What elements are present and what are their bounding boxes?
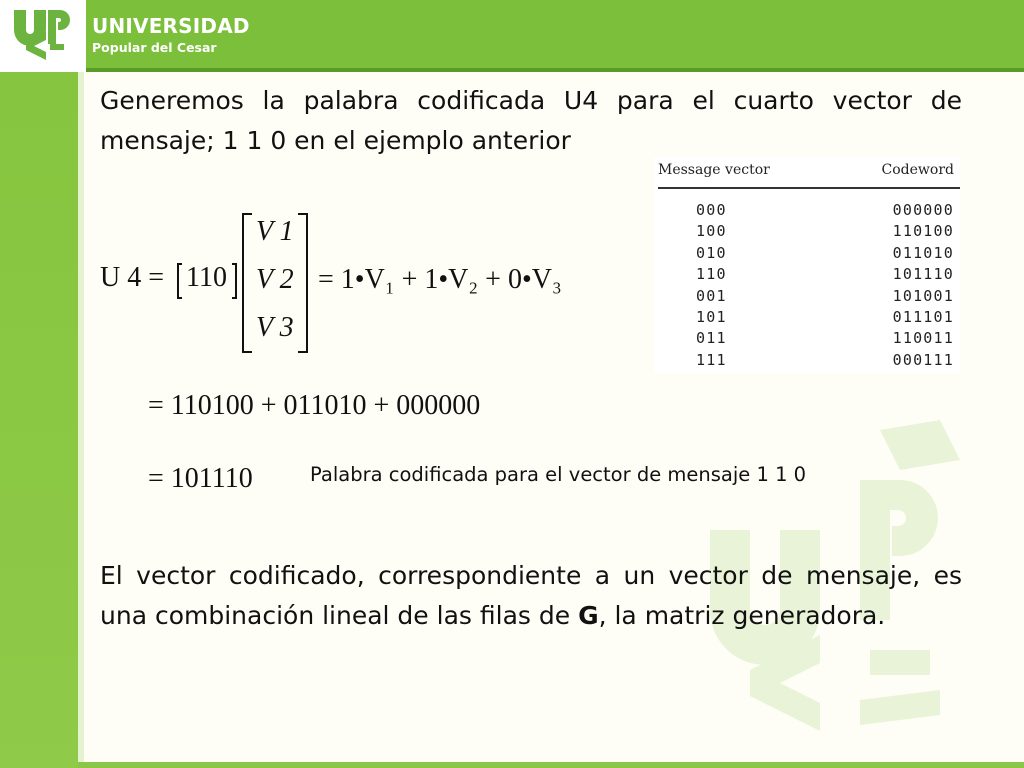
message-cell: 101 (696, 307, 727, 326)
table-row (654, 201, 960, 222)
table-header-rule (658, 187, 960, 189)
message-cell: 110 (696, 265, 727, 284)
bottom-border (78, 762, 1024, 768)
equation-rhs: = 1•V₁ + 1•V₂ + 0•V₃ (318, 264, 562, 295)
university-logo-icon (6, 4, 78, 68)
table-row (654, 308, 960, 329)
codeword-table (654, 157, 960, 373)
message-cell: 010 (696, 243, 727, 262)
conclusion-text-after: , la matriz generadora. (598, 601, 886, 630)
message-cell: 100 (696, 222, 727, 241)
table-row (654, 287, 960, 308)
table-row (654, 222, 960, 243)
row-vector: 110 (186, 262, 227, 293)
conclusion-bold-g: G (578, 601, 599, 630)
codeword-cell: 110100 (892, 222, 954, 241)
equation-line-3: = 101110 (148, 463, 253, 494)
university-name: UNIVERSIDAD (92, 14, 250, 38)
table-header-message: Message vector (658, 162, 770, 178)
codeword-cell: 110011 (892, 329, 954, 348)
message-cell: 011 (696, 329, 727, 348)
table-row (654, 265, 960, 286)
equation-line-2: = 110100 + 011010 + 000000 (148, 390, 481, 421)
codeword-cell: 011010 (892, 243, 954, 262)
logo-box (0, 0, 86, 72)
conclusion-paragraph (100, 556, 962, 636)
codeword-cell: 101001 (892, 286, 954, 305)
codeword-cell: 000111 (892, 350, 954, 369)
column-vector-entry-1: V 1 (256, 216, 294, 247)
message-cell: 111 (696, 350, 727, 369)
message-cell: 000 (696, 201, 727, 219)
table-header-codeword: Codeword (881, 162, 954, 178)
column-vector-entry-2: V 2 (256, 264, 294, 295)
result-note: Palabra codificada para el vector de mensaje 1 1 0 (310, 463, 807, 486)
intro-paragraph: Generemos la palabra codificada U4 para el cuarto vector de mensaje; 1 1 0 en el ejemplo anterior (100, 86, 962, 155)
table-row (654, 244, 960, 265)
conclusion-text-before: El vector codificado, correspondiente a un vector de mensaje, es una combinación lineal de las filas de (100, 561, 962, 630)
university-subtitle: Popular del Cesar (92, 40, 217, 55)
codeword-cell: 000000 (892, 201, 954, 219)
table-row (654, 351, 960, 372)
left-side-bar (0, 72, 78, 768)
equation-lhs: U 4 = (100, 262, 165, 293)
table-body (654, 201, 960, 372)
table-row (654, 329, 960, 350)
left-side-highlight (78, 72, 84, 768)
message-cell: 001 (696, 286, 727, 305)
header-bar-shadow (0, 68, 1024, 72)
codeword-cell: 011101 (892, 307, 954, 326)
codeword-cell: 101110 (892, 265, 954, 284)
column-vector-entry-3: V 3 (256, 312, 294, 343)
